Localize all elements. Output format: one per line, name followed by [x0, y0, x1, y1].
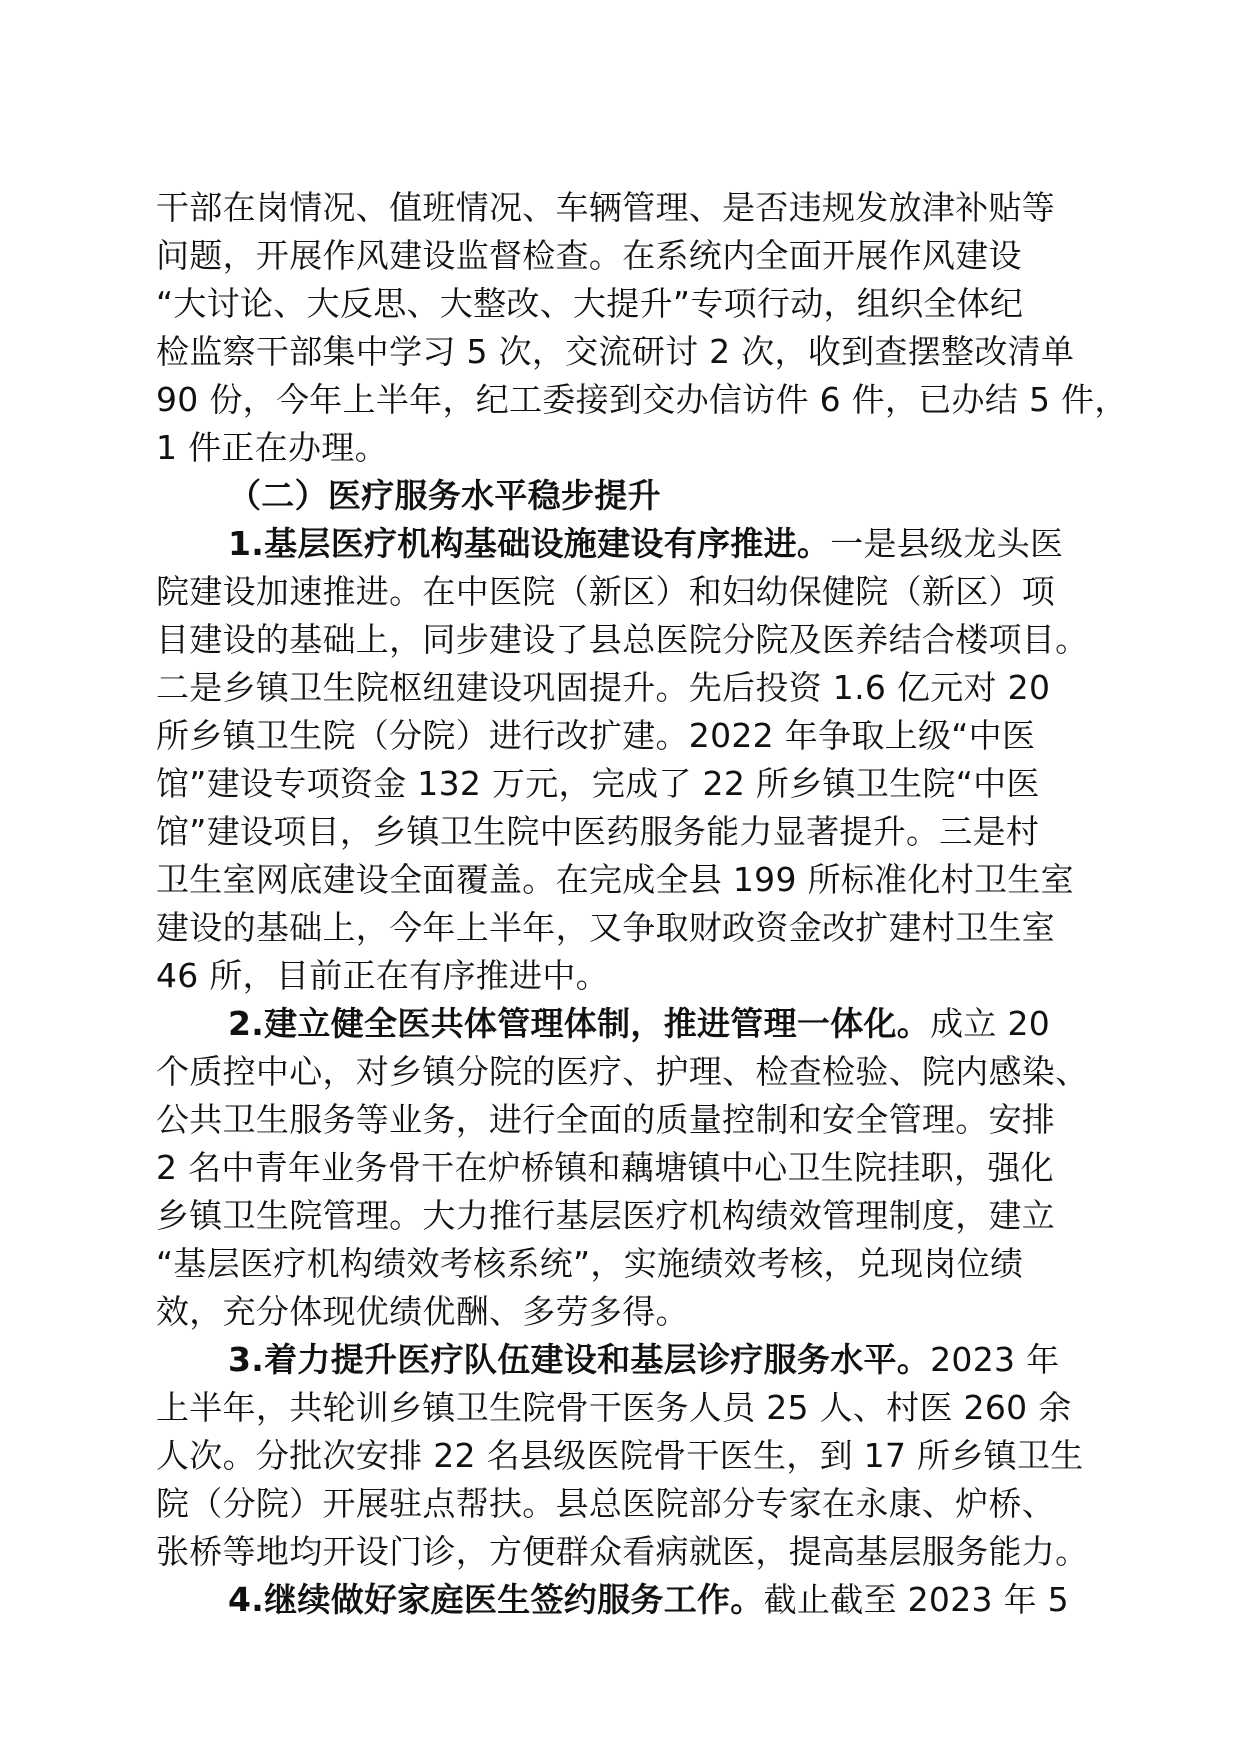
item-4-text: 截止截至 2023 年 5 [763, 1580, 1069, 1619]
text-line: 卫生室网底建设全面覆盖。在完成全县 199 所标准化村卫生室 [156, 860, 1074, 899]
text-line: 二是乡镇卫生院枢纽建设巩固提升。先后投资 1.6 亿元对 20 [156, 668, 1051, 707]
item-3-text: 2023 年 [930, 1340, 1060, 1379]
text-line: 院建设加速推进。在中医院（新区）和妇幼保健院（新区）项 [156, 572, 1056, 611]
text-line: 效，充分体现优绩优酬、多劳多得。 [156, 1292, 689, 1331]
text-line: 公共卫生服务等业务，进行全面的质量控制和安全管理。安排 [156, 1100, 1056, 1139]
item-4-first-line [228, 1576, 1069, 1624]
item-2-text: 成立 20 [930, 1004, 1051, 1043]
text-line: 人次。分批次安排 22 名县级医院骨干医生，到 17 所乡镇卫生 [156, 1436, 1084, 1475]
text-line: 目建设的基础上，同步建设了县总医院分院及医养结合楼项目。 [156, 620, 1089, 659]
text-line: 1 件正在办理。 [156, 428, 388, 467]
item-3-title: 3.着力提升医疗队伍建设和基层诊疗服务水平。 [228, 1340, 931, 1379]
text-line: 2 名中青年业务骨干在炉桥镇和藕塘镇中心卫生院挂职，强化 [156, 1148, 1054, 1187]
text-line: 院（分院）开展驻点帮扶。县总医院部分专家在永康、炉桥、 [156, 1484, 1056, 1523]
text-line: 上半年，共轮训乡镇卫生院骨干医务人员 25 人、村医 260 余 [156, 1388, 1072, 1427]
item-1-first-line [228, 520, 1063, 568]
text-line: 乡镇卫生院管理。大力推行基层医疗机构绩效管理制度，建立 [156, 1196, 1056, 1235]
text-line: 个质控中心，对乡镇分院的医疗、护理、检查检验、院内感染、 [156, 1052, 1089, 1091]
item-1-text: 一是县级龙头医 [830, 524, 1064, 563]
text-line: 46 所，目前正在有序推进中。 [156, 956, 609, 995]
text-line: 所乡镇卫生院（分院）进行改扩建。2022 年争取上级“中医 [156, 716, 1036, 755]
text-line: 馆”建设专项资金 132 万元，完成了 22 所乡镇卫生院“中医 [156, 764, 1040, 803]
text-line: 90 份，今年上半年，纪工委接到交办信访件 6 件，已办结 5 件， [156, 380, 1128, 419]
text-line: 建设的基础上，今年上半年，又争取财政资金改扩建村卫生室 [156, 908, 1056, 947]
text-line: 干部在岗情况、值班情况、车辆管理、是否违规发放津补贴等 [156, 188, 1056, 227]
text-line: 检监察干部集中学习 5 次，交流研讨 2 次，收到查摆整改清单 [156, 332, 1075, 371]
text-line: 张桥等地均开设门诊，方便群众看病就医，提高基层服务能力。 [156, 1532, 1089, 1571]
item-3-first-line [228, 1336, 1059, 1384]
item-2-title: 2.建立健全医共体管理体制，推进管理一体化。 [228, 1004, 931, 1043]
text-line: 问题，开展作风建设监督检查。在系统内全面开展作风建设 [156, 236, 1022, 275]
item-2-first-line [228, 1000, 1050, 1048]
item-1-title: 1.基层医疗机构基础设施建设有序推进。 [228, 524, 831, 563]
text-line: “基层医疗机构绩效考核系统”，实施绩效考核，兑现岗位绩 [156, 1244, 1024, 1283]
text-line: “大讨论、大反思、大整改、大提升”专项行动，组织全体纪 [156, 284, 1024, 323]
section-heading: （二）医疗服务水平稳步提升 [228, 476, 661, 515]
item-4-title: 4.继续做好家庭医生签约服务工作。 [228, 1580, 764, 1619]
text-line: 馆”建设项目，乡镇卫生院中医药服务能力显著提升。三是村 [156, 812, 1040, 851]
